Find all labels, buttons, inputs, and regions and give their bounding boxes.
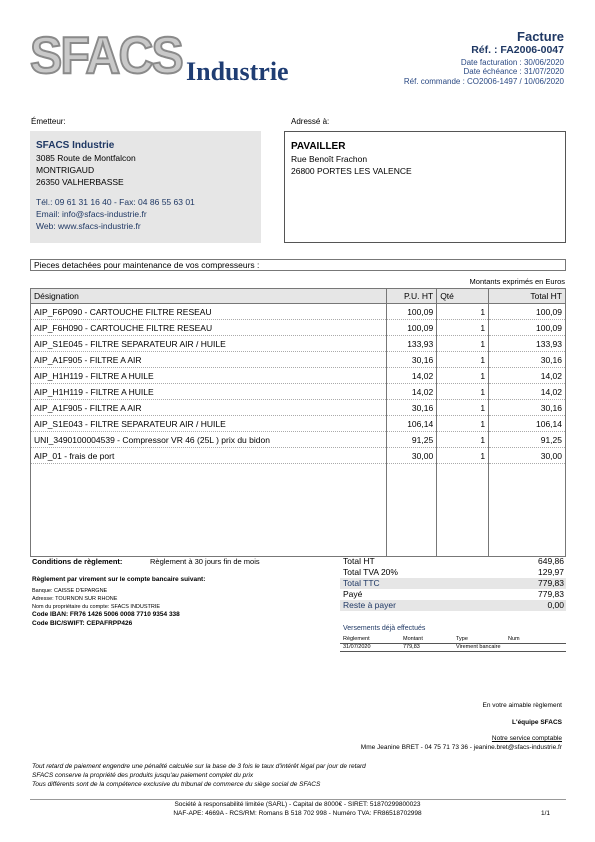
item-unit-price: 30,16 [387, 400, 437, 416]
footer-registration: NAF-APE: 4669A - RCS/RM: Romans B 518 702 998 - Numéro TVA: FR86518702998 [173, 810, 422, 817]
item-designation: AIP_F6H090 - CARTOUCHE FILTRE RESEAU [31, 320, 387, 336]
payments-col-num: Num [508, 636, 520, 642]
table-row [31, 320, 566, 336]
payment-amount: 779,83 [403, 644, 420, 650]
item-quantity: 1 [437, 352, 489, 368]
invoice-ref: Réf. : FA2006-0047 [471, 44, 564, 56]
column-header-quantity: Qté [437, 289, 489, 304]
table-row [31, 368, 566, 384]
recipient-address-line: Rue Benoît Frachon [291, 154, 368, 164]
empty-cell [387, 464, 437, 557]
item-quantity: 1 [437, 320, 489, 336]
emitter-address-line: MONTRIGAUD [36, 165, 95, 175]
total-ttc-row: Total TTC 779,83 [340, 578, 566, 589]
account-owner: Nom du propriétaire du compte: SFACS INDUSTRIE [32, 604, 161, 610]
table-row [31, 432, 566, 448]
payment-date: 31/07/2020 [343, 644, 371, 650]
item-total: 30,16 [489, 400, 566, 416]
empty-cell [31, 464, 387, 557]
item-quantity: 1 [437, 336, 489, 352]
item-designation: AIP_H1H119 - FILTRE A HUILE [31, 368, 387, 384]
item-unit-price: 30,00 [387, 448, 437, 464]
emitter-box [30, 131, 261, 243]
item-unit-price: 133,93 [387, 336, 437, 352]
table-empty-space [31, 464, 566, 557]
item-quantity: 1 [437, 432, 489, 448]
column-header-total: Total HT [489, 289, 566, 304]
item-total: 30,00 [489, 448, 566, 464]
bank-transfer-title: Règlement par virement sur le compte bancaire suivant: [32, 576, 206, 583]
item-total: 30,16 [489, 352, 566, 368]
bank-name: Banque: CAISSE D'EPARGNE [32, 588, 108, 594]
payments-col-type: Type [456, 636, 468, 642]
payment-terms-label: Conditions de règlement: [32, 557, 123, 566]
company-logo-subtitle: Industrie [186, 57, 289, 86]
remaining-row: Reste à payer 0,00 [340, 600, 566, 611]
invoice-description: Pieces detachées pour maintenance de vos compresseurs : [30, 259, 566, 271]
footer-divider [30, 799, 566, 800]
legal-mention: Tout retard de paiement engendre une pénalité calculée sur la base de 3 fois le taux d'intérêt légal par jour de retard [32, 763, 366, 770]
table-row [31, 400, 566, 416]
item-unit-price: 91,25 [387, 432, 437, 448]
item-designation: AIP_F6P090 - CARTOUCHE FILTRE RESEAU [31, 304, 387, 320]
due-date: Date échéance : 31/07/2020 [463, 67, 564, 76]
emitter-email[interactable]: Email: info@sfacs-industrie.fr [36, 209, 147, 219]
paid-row: Payé 779,83 [343, 589, 564, 599]
recipient-name: PAVAILLER [291, 141, 346, 152]
item-quantity: 1 [437, 448, 489, 464]
item-designation: AIP_A1F905 - FILTRE A AIR [31, 352, 387, 368]
items-table [30, 288, 566, 557]
item-unit-price: 30,16 [387, 352, 437, 368]
item-unit-price: 100,09 [387, 320, 437, 336]
table-row [31, 384, 566, 400]
accounting-contact: Mme Jeanine BRET - 04 75 71 73 36 - jeanine.bret@sfacs-industrie.fr [360, 744, 562, 751]
item-total: 106,14 [489, 416, 566, 432]
footer-company-info: Société à responsabilité limitée (SARL) - Capital de 8000€ - SIRET: 51870299800023 [174, 801, 421, 808]
table-row [31, 352, 566, 368]
emitter-address-line: 26350 VALHERBASSE [36, 177, 124, 187]
item-total: 91,25 [489, 432, 566, 448]
invoice-title: Facture [517, 29, 564, 44]
item-designation: AIP_H1H119 - FILTRE A HUILE [31, 384, 387, 400]
item-unit-price: 14,02 [387, 384, 437, 400]
order-ref: Réf. commande : CO2006-1497 / 10/06/2020 [403, 77, 564, 86]
item-designation: AIP_S1E045 - FILTRE SEPARATEUR AIR / HUILE [31, 336, 387, 352]
item-designation: AIP_S1E043 - FILTRE SEPARATEUR AIR / HUILE [31, 416, 387, 432]
bank-address: Adresse: TOURNON SUR RHONE [32, 596, 118, 602]
invoice-date: Date facturation : 30/06/2020 [460, 58, 564, 67]
item-total: 14,02 [489, 368, 566, 384]
payments-col-amount: Montant [403, 636, 423, 642]
item-unit-price: 106,14 [387, 416, 437, 432]
item-designation: AIP_A1F905 - FILTRE A AIR [31, 400, 387, 416]
item-designation: UNI_3490100004539 - Compressor VR 46 (25L ) prix du bidon [31, 432, 387, 448]
recipient-box [284, 131, 566, 243]
item-total: 133,93 [489, 336, 566, 352]
payments-title: Versements déjà effectués [343, 625, 426, 632]
item-quantity: 1 [437, 416, 489, 432]
item-quantity: 1 [437, 384, 489, 400]
emitter-address-line: 3085 Route de Montfalcon [36, 153, 136, 163]
currency-note: Montants exprimés en Euros [469, 277, 565, 286]
column-header-unit-price: P.U. HT [387, 289, 437, 304]
emitter-label: Émetteur: [31, 117, 66, 126]
empty-cell [489, 464, 566, 557]
payment-terms-value: Règlement à 30 jours fin de mois [150, 557, 260, 566]
total-ht-row: Total HT 649,86 [343, 556, 564, 566]
item-total: 100,09 [489, 320, 566, 336]
emitter-website[interactable]: Web: www.sfacs-industrie.fr [36, 221, 141, 231]
bic-code: Code BIC/SWIFT: CEPAFRPP426 [32, 620, 133, 627]
item-total: 100,09 [489, 304, 566, 320]
table-row [31, 336, 566, 352]
recipient-label: Adressé à: [291, 117, 330, 126]
empty-cell [437, 464, 489, 557]
legal-mention: SFACS conserve la propriété des produits jusqu'au paiement complet du prix [32, 772, 254, 779]
column-header-designation: Désignation [31, 289, 387, 304]
item-total: 14,02 [489, 384, 566, 400]
table-row [31, 448, 566, 464]
recipient-address-line: 26800 PORTES LES VALENCE [291, 166, 412, 176]
item-unit-price: 100,09 [387, 304, 437, 320]
emitter-name: SFACS Industrie [36, 140, 115, 151]
company-logo: SFACS [30, 27, 182, 85]
emitter-phone: Tél.: 09 61 31 16 40 - Fax: 04 86 55 63 01 [36, 197, 195, 207]
closing-signature: L'équipe SFACS [512, 719, 562, 726]
item-quantity: 1 [437, 400, 489, 416]
page-number: 1/1 [540, 810, 550, 817]
total-tva-row: Total TVA 20% 129,97 [343, 567, 564, 577]
payment-type: Virement bancaire [456, 644, 501, 650]
item-unit-price: 14,02 [387, 368, 437, 384]
closing-line: En votre aimable règlement [482, 702, 562, 709]
item-quantity: 1 [437, 368, 489, 384]
payment-row [340, 643, 566, 652]
totals-block [340, 556, 566, 611]
table-row [31, 416, 566, 432]
iban-code: Code IBAN: FR76 1426 5006 0008 7710 9354 338 [32, 611, 180, 618]
item-quantity: 1 [437, 304, 489, 320]
legal-mention: Tous différents sont de la compétence exclusive du tribunal de commerce du siège social de SFACS [32, 781, 321, 788]
item-designation: AIP_01 - frais de port [31, 448, 387, 464]
payments-col-date: Règlement [343, 636, 370, 642]
table-header-row [31, 289, 566, 304]
table-row [31, 304, 566, 320]
accounting-service: Notre service comptable [491, 735, 562, 742]
